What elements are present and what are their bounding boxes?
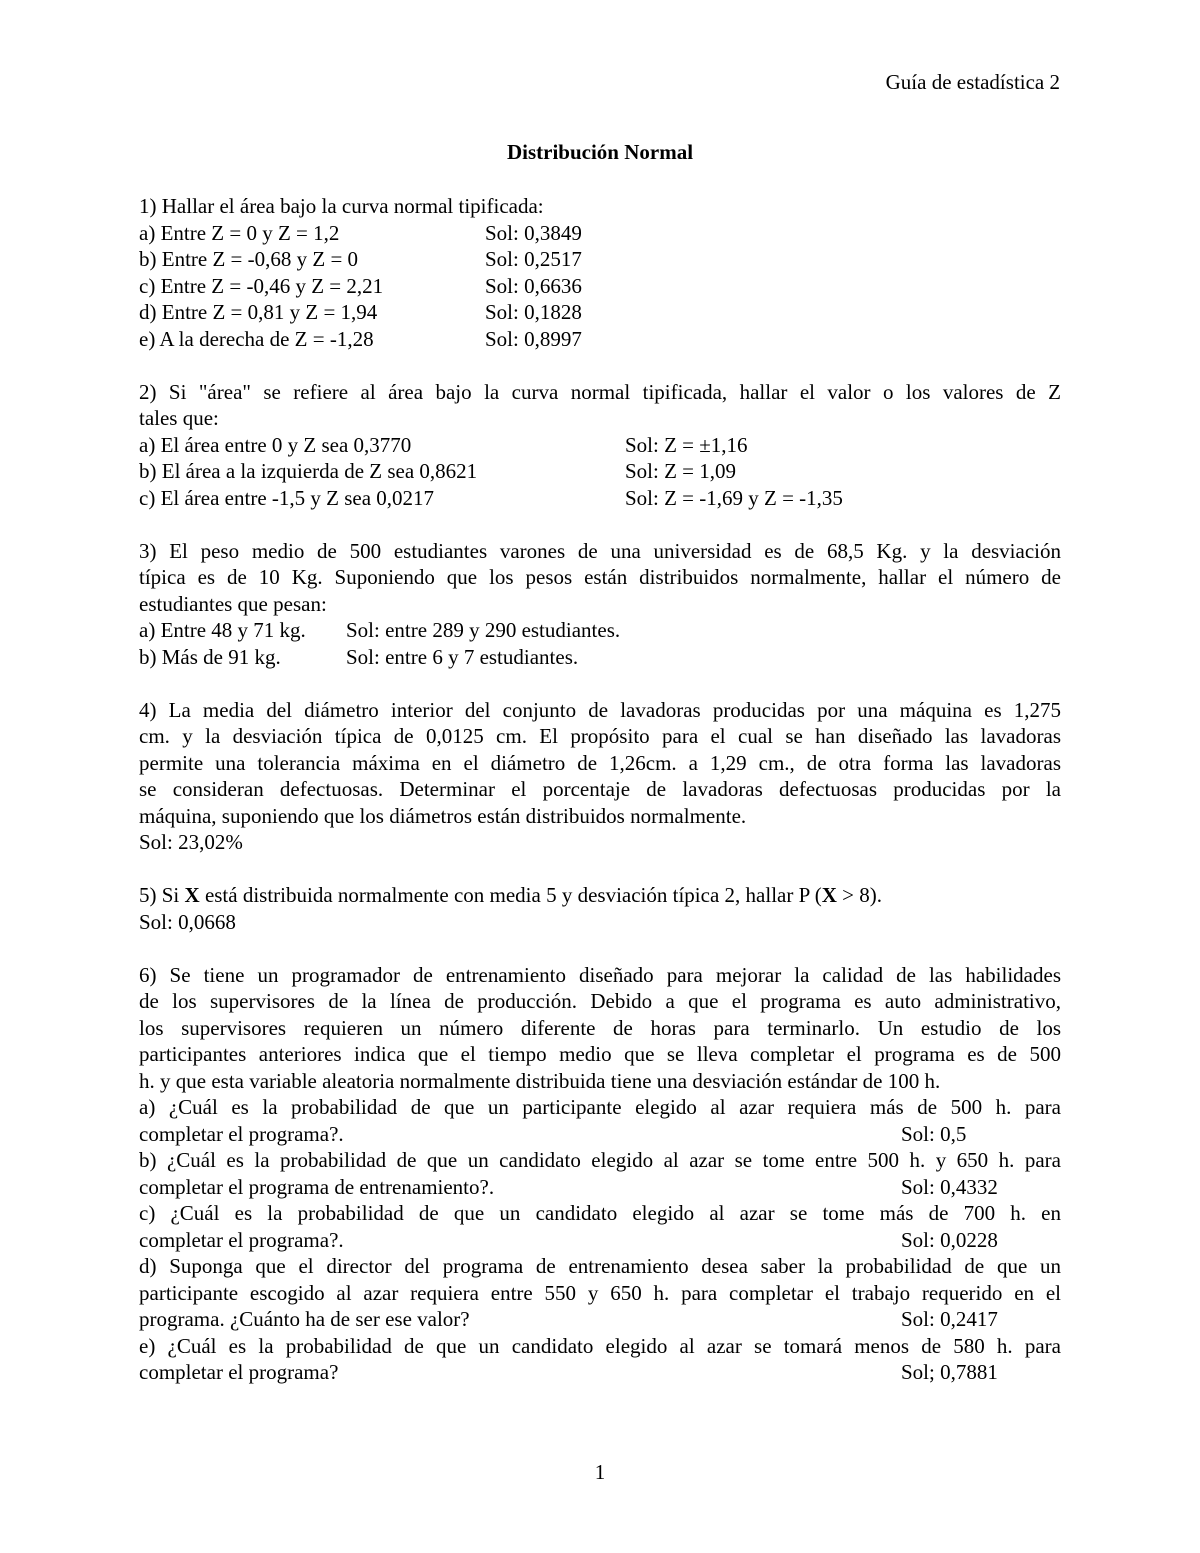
question: a) Entre Z = 0 y Z = 1,2 (139, 220, 340, 245)
problem-1-intro: 1) Hallar el área bajo la curva normal tipificada: (139, 194, 544, 218)
page-title: Distribución Normal (506, 140, 694, 164)
problem-3-line: estudiantes que pesan: (139, 591, 327, 616)
problem-6a-line: completar el programa?. Sol: 0,5 (139, 1121, 1061, 1148)
problem-2-item (139, 458, 1061, 485)
problem-5-statement: 5) Si X está distribuida normalmente con media 5 y desviación típica 2, hallar P (X > 8). (139, 883, 882, 907)
solution: Sol: 0,5 (901, 1121, 967, 1146)
problem-5-solution: Sol: 0,0668 (139, 909, 236, 934)
question: b) Entre Z = -0,68 y Z = 0 (139, 247, 359, 271)
solution: Sol: Z = -1,69 y Z = -1,35 (625, 485, 843, 510)
solution: Sol: 0,1828 (485, 300, 582, 324)
solution: Sol: 0,3849 (485, 220, 582, 245)
problem-6-line: los supervisores requieren un número diferente de horas para terminarlo. Un estudio de los (139, 1015, 1061, 1040)
problem-6c-line: c) ¿Cuál es la probabilidad de que un candidato elegido al azar se tome más de 700 h. en (139, 1201, 1061, 1225)
problem-4-solution: Sol: 23,02% (139, 830, 243, 854)
solution: Sol: Z = 1,09 (625, 459, 737, 483)
question: c) Entre Z = -0,46 y Z = 2,21 (139, 273, 384, 298)
problem-6d-line: programa. ¿Cuánto ha de ser ese valor? Sol: 0,2417 (139, 1306, 1061, 1333)
problem-3-line: 3) El peso medio de 500 estudiantes varones de una universidad es de 68,5 Kg. y la desviación (139, 538, 1061, 563)
solution: Sol: 0,2417 (901, 1307, 998, 1331)
problem-6c-line: completar el programa?. Sol: 0,0228 (139, 1227, 1061, 1254)
problem-6d-line: participante escogido al azar requiera entre 550 y 650 h. para completar el trabajo requerido en el (139, 1280, 1061, 1305)
problem-2-line: tales que: (139, 406, 219, 430)
question: b) El área a la izquierda de Z sea 0,8621 (139, 459, 478, 483)
problem-6-line: participantes anteriores indica que el tiempo medio que se lleva completar el programa es de 500 (139, 1042, 1061, 1066)
question: a) El área entre 0 y Z sea 0,3770 (139, 432, 412, 457)
problem-6d-line: d) Suponga que el director del programa de entrenamiento desea saber la probabilidad de que un (139, 1254, 1061, 1278)
problem-1-item (139, 299, 1061, 326)
problem-6-line: 6) Se tiene un programador de entrenamiento diseñado para mejorar la calidad de las habilidades (139, 962, 1061, 987)
question: e) A la derecha de Z = -1,28 (139, 326, 374, 351)
solution: Sol: 0,2517 (485, 247, 582, 271)
problem-1-item (139, 246, 1061, 273)
problem-4-line: se consideran defectuosas. Determinar el porcentaje de lavadoras defectuosas producidas por la (139, 777, 1061, 801)
problem-4-line: permite una tolerancia máxima en el diámetro de 1,26cm. a 1,29 cm., de otra forma las lavadoras (139, 750, 1061, 775)
problem-2-item (139, 432, 1061, 459)
question: c) El área entre -1,5 y Z sea 0,0217 (139, 485, 435, 510)
problem-1-item (139, 273, 1061, 300)
variable-x: X (821, 883, 837, 907)
solution: Sol: entre 6 y 7 estudiantes. (346, 644, 579, 669)
solution: Sol: 0,4332 (901, 1174, 998, 1199)
problem-4-line: cm. y la desviación típica de 0,0125 cm. El propósito para el cual se han diseñado las lavadoras (139, 724, 1061, 748)
problem-3-item (139, 617, 1061, 644)
variable-x: X (184, 883, 200, 907)
solution: Sol: entre 289 y 290 estudiantes. (346, 618, 621, 642)
question: a) Entre 48 y 71 kg. (139, 618, 306, 642)
problem-6e-line: e) ¿Cuál es la probabilidad de que un candidato elegido al azar se tomará menos de 580 h. para (139, 1333, 1061, 1358)
problem-6b-line: b) ¿Cuál es la probabilidad de que un candidato elegido al azar se tome entre 500 h. y 650 h. para (139, 1148, 1061, 1172)
question: b) Más de 91 kg. (139, 644, 281, 669)
question: d) Entre Z = 0,81 y Z = 1,94 (139, 300, 378, 324)
problem-4-line: máquina, suponiendo que los diámetros están distribuidos normalmente. (139, 803, 747, 828)
problem-6-line: de los supervisores de la línea de producción. Debido a que el programa es auto administrativo, (139, 989, 1061, 1013)
solution: Sol: 0,0228 (901, 1227, 998, 1252)
document-body (139, 193, 1061, 1386)
problem-4-line: 4) La media del diámetro interior del conjunto de lavadoras producidas por una máquina es 1,275 (139, 697, 1061, 722)
solution: Sol; 0,7881 (901, 1360, 998, 1384)
problem-6-line: h. y que esta variable aleatoria normalmente distribuida tiene una desviación estándar de 100 h. (139, 1068, 941, 1093)
problem-1-item (139, 326, 1061, 353)
problem-3-line: típica es de 10 Kg. Suponiendo que los pesos están distribuidos normalmente, hallar el número de (139, 565, 1061, 589)
solution: Sol: Z = ±1,16 (625, 432, 748, 457)
solution: Sol: 0,6636 (485, 273, 582, 298)
problem-6b-line: completar el programa de entrenamiento?. Sol: 0,4332 (139, 1174, 1061, 1201)
problem-2-item (139, 485, 1061, 512)
problem-1-item (139, 220, 1061, 247)
problem-3-item (139, 644, 1061, 671)
page-number: 1 (594, 1460, 606, 1484)
problem-2-line: 2) Si "área" se refiere al área bajo la curva normal tipificada, hallar el valor o los valores de Z (139, 379, 1061, 404)
problem-6a-line: a) ¿Cuál es la probabilidad de que un participante elegido al azar requiera más de 500 h. para (139, 1095, 1061, 1119)
problem-6e-line: completar el programa? Sol; 0,7881 (139, 1359, 1061, 1386)
solution: Sol: 0,8997 (485, 326, 582, 351)
page-header: Guía de estadística 2 (885, 70, 1060, 94)
